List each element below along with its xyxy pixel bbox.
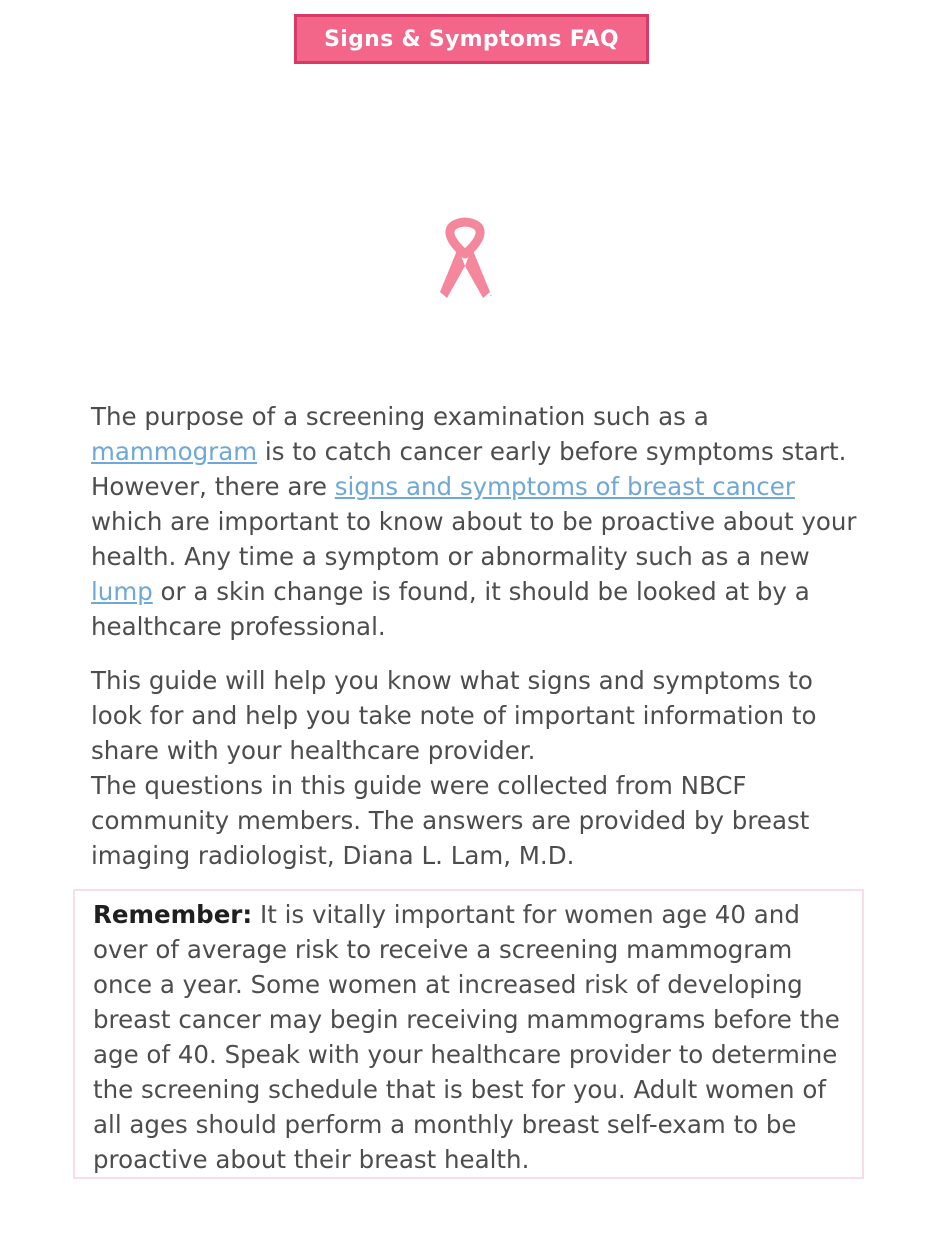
remember-callout — [73, 889, 864, 1179]
intro-text-segment: which are important to know about to be proactive about your health. Any time a symptom or abnormality such as a new — [91, 507, 857, 571]
mammogram-link[interactable]: mammogram — [91, 437, 258, 466]
intro-text-segment: is to catch cancer early before symptoms start. However, there are — [91, 437, 847, 501]
faq-header-button[interactable] — [294, 14, 649, 64]
svg-text:™: ™ — [489, 294, 493, 299]
intro-paragraph-1 — [91, 399, 871, 644]
pink-ribbon-icon — [430, 214, 500, 304]
intro-text-segment: or a skin change is found, it should be looked at by a healthcare professional. — [91, 577, 810, 641]
remember-text: It is vitally important for women age 40 and over of average risk to receive a screening mammogram once a year. Some women at increased risk of developing breast cancer may begin receiving mammograms before the age of 40. Speak with your healthcare provider to determine the screening schedule that is best for you. Adult women of all ages should perform a monthly breast self-exam to be proactive about their breast health. — [93, 900, 840, 1174]
intro-text-segment: The purpose of a screening examination such as a — [91, 402, 709, 431]
guide-description: This guide will help you know what signs and symptoms to look for and help you take note of important information to share with your healthcare provider. — [91, 666, 817, 765]
intro-text — [91, 399, 871, 892]
remember-label: Remember: — [93, 900, 253, 929]
signs-symptoms-link[interactable]: signs and symptoms of breast cancer — [334, 472, 795, 501]
lump-link[interactable]: lump — [91, 577, 153, 606]
faq-header-label: Signs & Symptoms FAQ — [324, 26, 619, 52]
guide-credits: The questions in this guide were collected from NBCF community members. The answers are provided by breast imaging radiologist, Diana L. Lam, M.D. — [91, 771, 810, 870]
intro-paragraph-2 — [91, 663, 871, 873]
